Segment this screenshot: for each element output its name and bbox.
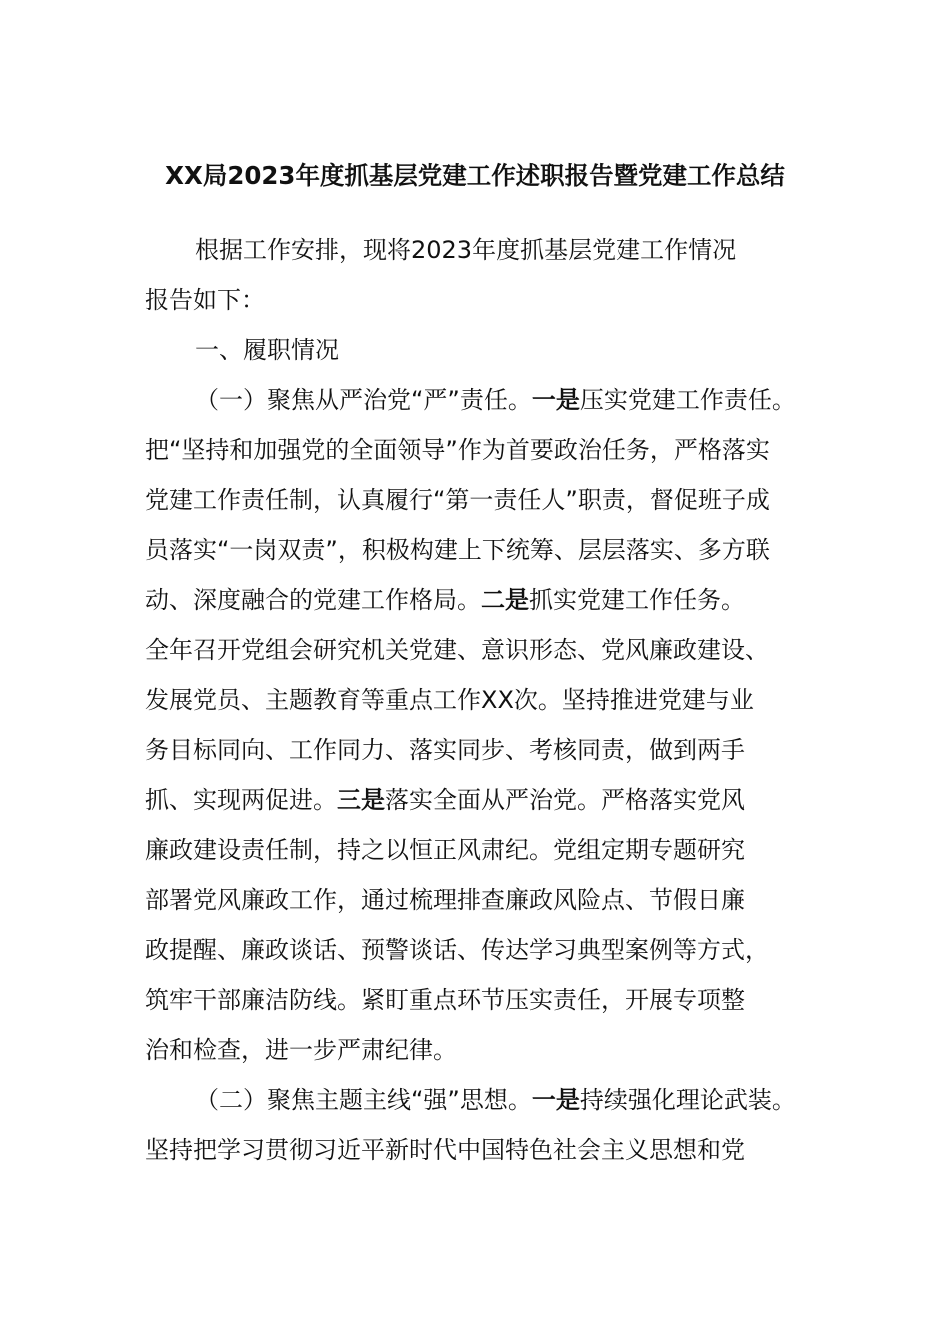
paragraph-line: 把“坚持和加强党的全面领导”作为首要政治任务，严格落实 [145,436,770,464]
emphasis-text: 一是 [531,1086,580,1114]
intro-line-1: 根据工作安排，现将2023年度抓基层党建工作情况 [195,236,737,264]
paragraph-line: 员落实“一岗双责”，积极构建上下统筹、层层落实、多方联 [145,536,770,564]
section-heading: 一、履职情况 [195,336,339,364]
paragraph-line [195,1083,796,1117]
paragraph-line [145,783,745,817]
paragraph-line: 政提醒、廉政谈话、预警谈话、传达学习典型案例等方式， [145,936,769,964]
text-run: 落实全面从严治党。严格落实党风 [385,786,745,814]
text-run: （二）聚焦主题主线“强”思想。 [195,1086,532,1114]
emphasis-text: 一是 [531,386,580,414]
document-title: XX局2023年度抓基层党建工作述职报告暨党建工作总结 [165,161,785,190]
paragraph-line: 务目标同向、工作同力、落实同步、考核同责，做到两手 [145,736,745,764]
paragraph-line [195,383,796,417]
text-run: 抓、实现两促进。 [145,786,337,814]
paragraph-line: 筑牢干部廉洁防线。紧盯重点环节压实责任，开展专项整 [145,986,745,1014]
text-run: 抓实党建工作任务。 [529,586,745,614]
intro-line-2: 报告如下： [145,286,265,314]
paragraph-line: 党建工作责任制，认真履行“第一责任人”职责，督促班子成 [145,486,770,514]
paragraph-line: 治和检查，进一步严肃纪律。 [145,1036,457,1064]
paragraph-line [145,583,745,617]
paragraph-line: 坚持把学习贯彻习近平新时代中国特色社会主义思想和党 [145,1136,745,1164]
emphasis-text: 三是 [337,786,385,814]
paragraph-line: 部署党风廉政工作，通过梳理排查廉政风险点、节假日廉 [145,886,745,914]
paragraph-line: 发展党员、主题教育等重点工作XX次。坚持推进党建与业 [145,686,754,714]
paragraph-line: 廉政建设责任制，持之以恒正风肃纪。党组定期专题研究 [145,836,745,864]
text-run: 动、深度融合的党建工作格局。 [145,586,481,614]
text-run: 持续强化理论武装。 [579,1086,796,1114]
paragraph-line: 全年召开党组会研究机关党建、意识形态、党风廉政建设、 [145,636,769,664]
emphasis-text: 二是 [481,586,529,614]
text-run: 压实党建工作责任。 [579,386,796,414]
text-run: （一）聚焦从严治党“严”责任。 [195,386,532,414]
